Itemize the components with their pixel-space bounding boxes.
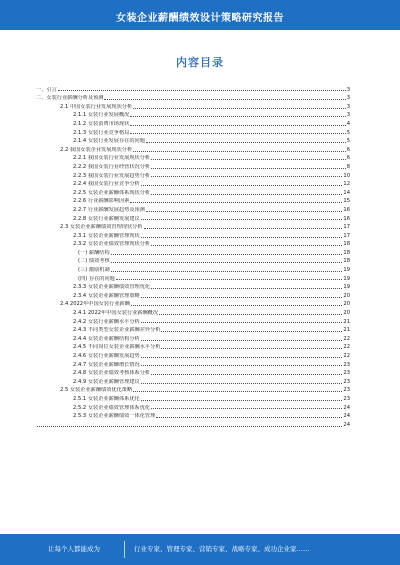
toc-entry-page: 5 [346,129,350,136]
toc-entry-page: 17 [343,224,350,231]
toc-entry[interactable] [36,264,350,273]
toc-entry-page: 16 [343,215,350,222]
toc-entry-label: 2.2.2 我国女装行业经营状况分析 [73,163,151,170]
toc-entry[interactable] [36,230,350,239]
toc-entry-label: 二、女装行业薪酬分析及预测 [36,95,104,102]
toc-leader-dots [141,322,343,323]
toc-entry[interactable] [36,316,350,325]
toc-leader-dots [141,219,343,220]
toc-entry-page: 5 [346,138,350,145]
toc-entry-label: 2.1 中国女装行业发展现状分析 [60,103,133,110]
toc-leader-dots [141,297,343,298]
toc-entry[interactable] [36,299,350,308]
toc-entry[interactable] [36,239,350,248]
toc-entry[interactable] [36,136,350,145]
toc-entry[interactable] [36,196,350,205]
toc-leader-dots [141,340,343,341]
toc-entry-label: (三) 激励机制 [78,267,110,274]
toc-leader-dots [130,133,345,134]
toc-leader-dots [151,194,342,195]
toc-entry[interactable] [36,385,350,394]
toc-leader-dots [141,357,343,358]
toc-leader-dots [133,108,346,109]
toc-entry-label: 2.3 女装企业薪酬绩效管理现状分析 [60,224,143,231]
toc-entry-page: 18 [343,241,350,248]
toc-entry[interactable] [36,282,350,291]
toc-entry-label: 2.2.7 行业薪酬发展趋势及预测 [73,206,145,213]
toc-entry-label: 2.1.3 女装行业竞争格局 [73,129,130,136]
toc-entry[interactable] [36,290,350,299]
toc-entry-label: (一) 薪酬结构 [78,249,110,256]
toc-leader-dots [151,168,346,169]
toc-entry-label: 2.1.1 女装行业发展概况 [73,112,130,119]
toc-entry[interactable] [36,325,350,334]
toc-entry-page: 3 [346,112,350,119]
toc-leader-dots [151,408,342,409]
toc-entry-page: 3 [346,86,350,93]
toc-entry-label: 2.5.2 女装企业绩效管理体系优化 [73,404,151,411]
toc-entry-page: 23 [343,378,350,385]
toc-leader-dots [161,331,342,332]
toc-entry-label: 2.4.4 女装企业薪酬结构分析 [73,335,140,342]
toc-entry[interactable] [36,256,350,265]
toc-entry-label: 2.2.8 女装行业薪酬发展建议 [73,215,140,222]
toc-entry-page: 18 [343,249,350,256]
toc-leader-dots [133,151,346,152]
toc-leader-dots [130,125,345,126]
toc-entry-page: 8 [346,163,350,170]
toc-leader-dots [146,211,342,212]
toc-entry-label: 2.3.3 女装企业薪酬绩效管理优化 [73,284,151,291]
toc-entry-page: 20 [343,310,350,317]
toc-entry-label: 2.2.6 行业薪酬影响因素 [73,198,130,205]
toc-entry-page: 24 [343,404,350,411]
header-bar [0,0,400,30]
toc-entry-page: 22 [343,335,350,342]
toc-leader-dots [161,348,342,349]
toc-leader-dots [151,245,342,246]
toc-entry-page: 22 [343,353,350,359]
toc-entry-page: 3 [346,95,350,102]
toc-entry-page: 18 [343,258,350,265]
toc-leader-dots [141,383,343,384]
toc-entry[interactable] [36,411,350,420]
toc-entry-label: (四) 存在的问题 [78,275,115,282]
toc-entry[interactable] [36,101,350,110]
toc-entry-page: 6 [346,155,350,162]
toc-entry-label: 2.4.8 女装企业绩效考核体系分析 [73,370,151,377]
toc-entry-page: 10 [343,172,350,179]
toc-leader-dots [58,90,346,91]
toc-entry[interactable] [36,187,350,196]
toc-entry-page: 16 [343,206,350,213]
toc-entry-page: 23 [343,395,350,402]
toc-entry-label: 2.4.5 不同岗位女装企业薪酬水平分析 [73,344,161,351]
toc-leader-dots [151,176,342,177]
toc-leader-dots [141,237,343,238]
toc-entry[interactable] [36,144,350,153]
toc-entry-page: 4 [346,120,350,127]
toc-entry-label: 2.4.1 2022年中国女装行业薪酬概况 [73,310,159,317]
toc-entry[interactable] [36,127,350,136]
toc-leader-dots [37,426,342,427]
toc-leader-dots [133,391,342,392]
toc-entry-page: 12 [343,181,350,188]
toc-entry-label: 2.2.5 女装企业薪酬体系现状分析 [73,189,151,196]
toc-entry-label: 2.5.1 女装企业薪酬体系优化 [73,395,140,402]
footer-divider [124,541,125,558]
toc-leader-dots [144,228,343,229]
toc-entry[interactable] [36,204,350,213]
toc-entry[interactable] [36,376,350,385]
toc-entry-page: 20 [343,301,350,308]
toc-leader-dots [141,400,343,401]
document-title: 女装企业薪酬绩效设计策略研究报告 [116,13,284,24]
toc-entry-label: 2.4 2022年中国女装行业薪酬 [60,301,130,308]
toc-entry-page: 23 [343,361,350,368]
toc-entry[interactable] [36,333,350,342]
toc-entry-label: 2.4.2 女装行业薪酬水平分析 [73,318,140,325]
toc-entry[interactable] [36,170,350,179]
toc-entry[interactable] [36,161,350,170]
toc-entry-page: 21 [343,327,350,334]
toc-entry-label: 2.1.2 女装消费市场现状 [73,120,130,127]
toc-leader-dots [141,185,343,186]
toc-entry-label: 一、引言 [36,86,57,93]
toc-entry-label: 2.5 女装企业薪酬绩效优化策略 [60,387,133,394]
toc-leader-dots [156,417,342,418]
toc-entry-label: (二) 绩效考核 [78,258,110,265]
toc-entry-page: 24 [343,421,350,428]
toc-leader-dots [116,279,343,280]
toc-entry-label: 2.2.3 我国女装行业发展趋势分析 [73,172,151,179]
toc-entry-page: 15 [343,198,350,205]
footer-bar [0,534,400,565]
toc-leader-dots [141,365,343,366]
toc-leader-dots [151,374,342,375]
toc-leader-dots [111,254,343,255]
toc-entry-label: 2.4.6 女装行业薪酬发展趋势 [73,353,140,359]
toc-entry[interactable] [36,247,350,256]
toc-entry-page: 19 [343,284,350,291]
toc-entry-label: 2.2.1 我国女装行业发展现状分析 [73,155,151,162]
toc-entry[interactable] [36,342,350,351]
toc-entry[interactable] [36,368,350,377]
toc-entry[interactable] [36,419,350,428]
toc-entry-label: 2.3.4 女装企业薪酬管理策略 [73,292,140,299]
toc-leader-dots [151,159,346,160]
footer-slogan: 让每个人都能成为 [48,545,100,553]
toc-entry[interactable] [36,350,350,359]
toc-leader-dots [130,116,345,117]
toc-leader-dots [151,288,342,289]
toc-entry-page: 19 [343,275,350,282]
toc-entry-page: 3 [346,103,350,110]
toc-entry-label: 2.2.4 我国女装行业竞争分析 [73,181,140,188]
toc-entry-page: 19 [343,267,350,274]
toc-entry[interactable] [36,359,350,368]
toc-leader-dots [159,314,342,315]
toc-entry-label: 2.5.3 女装企业薪酬绩效一体化管理 [73,413,156,420]
table-of-contents [36,84,350,428]
toc-entry[interactable] [36,393,350,402]
toc-entry-page: 21 [343,318,350,325]
toc-entry[interactable] [36,84,350,93]
toc-entry-label: 2.4.7 女装企业薪酬增长情况 [73,361,140,368]
toc-entry[interactable] [36,93,350,102]
footer-tagline: 行业专家、管理专家、营销专家、战略专家、成功企业家…… [134,545,310,553]
toc-leader-dots [146,142,346,143]
toc-entry[interactable] [36,222,350,231]
toc-entry-page: 23 [343,370,350,377]
toc-entry[interactable] [36,273,350,282]
toc-entry[interactable] [36,118,350,127]
toc-leader-dots [104,99,345,100]
toc-entry[interactable] [36,213,350,222]
toc-leader-dots [131,305,343,306]
toc-entry-page: 22 [343,344,350,351]
toc-entry-label: 2.2 我国女装企业发展现状分析 [60,146,133,153]
toc-entry[interactable] [36,307,350,316]
toc-entry[interactable] [36,402,350,411]
toc-entry-page: 24 [343,413,350,420]
toc-entry-page: 17 [343,232,350,239]
toc-entry-page: 20 [343,292,350,299]
toc-entry-label: 2.1.4 女装行业发展存在的问题 [73,138,145,145]
toc-entry-page: 23 [343,387,350,394]
toc-leader-dots [111,262,343,263]
toc-title: 内容目录 [176,56,224,69]
toc-entry-label: 2.4.3 不同类型女装企业薪酬差异分析 [73,327,161,334]
toc-entry-page: 6 [346,146,350,153]
toc-entry[interactable] [36,153,350,162]
toc-entry-label: 2.3.2 女装企业绩效管理现状分析 [73,241,151,248]
toc-entry-label: 2.4.9 女装企业薪酬管理建议 [73,378,140,385]
toc-entry-page: 14 [343,189,350,196]
toc-entry-label: 2.3.1 女装企业薪酬管理现状 [73,232,140,239]
toc-leader-dots [111,271,343,272]
toc-entry[interactable] [36,110,350,119]
toc-entry[interactable] [36,179,350,188]
toc-leader-dots [130,202,342,203]
